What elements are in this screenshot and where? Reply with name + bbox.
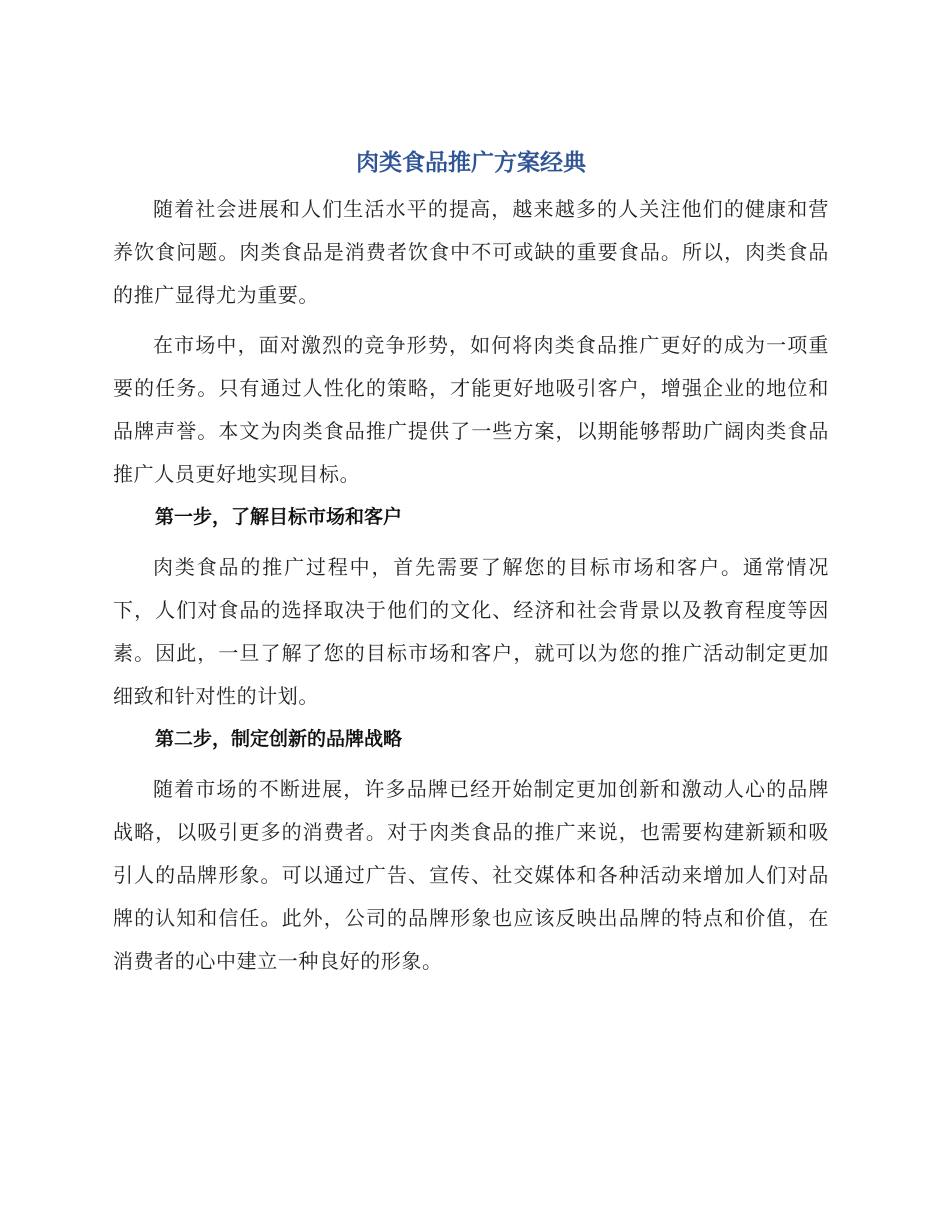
section-heading-step-one: 第一步，了解目标市场和客户 (155, 506, 403, 528)
document-title: 肉类食品推广方案经典 (356, 150, 586, 176)
paragraph-step-two: 随着市场的不断进展，许多品牌已经开始制定更加创新和激动人心的品牌战略，以吸引更多的消费者。对于肉类食品的推广来说，也需要构建新颖和吸引人的品牌形象。可以通过广告、宣传、社交媒体和各种活动来增加人们对品牌的认知和信任。此外，公司的品牌形象也应该反映出品牌的特点和价值，在消费者的心中建立一种良好的形象。 (113, 777, 829, 973)
paragraph-market-competition: 在市场中，面对激烈的竞争形势，如何将肉类食品推广更好的成为一项重要的任务。只有通过人性化的策略，才能更好地吸引客户，增强企业的地位和品牌声誉。本文为肉类食品推广提供了一些方案，以期能够帮助广阔肉类食品推广人员更好地实现目标。 (113, 333, 829, 486)
paragraph-step-one: 肉类食品的推广过程中，首先需要了解您的目标市场和客户。通常情况下，人们对食品的选择取决于他们的文化、经济和社会背景以及教育程度等因素。因此，一旦了解了您的目标市场和客户，就可以为您的推广活动制定更加细致和针对性的计划。 (113, 555, 829, 708)
section-heading-step-two: 第二步，制定创新的品牌战略 (155, 728, 403, 750)
document-body (113, 145, 829, 983)
paragraph-intro: 随着社会进展和人们生活水平的提高，越来越多的人关注他们的健康和营养饮食问题。肉类食品是消费者饮食中不可或缺的重要食品。所以，肉类食品的推广显得尤为重要。 (113, 197, 829, 307)
